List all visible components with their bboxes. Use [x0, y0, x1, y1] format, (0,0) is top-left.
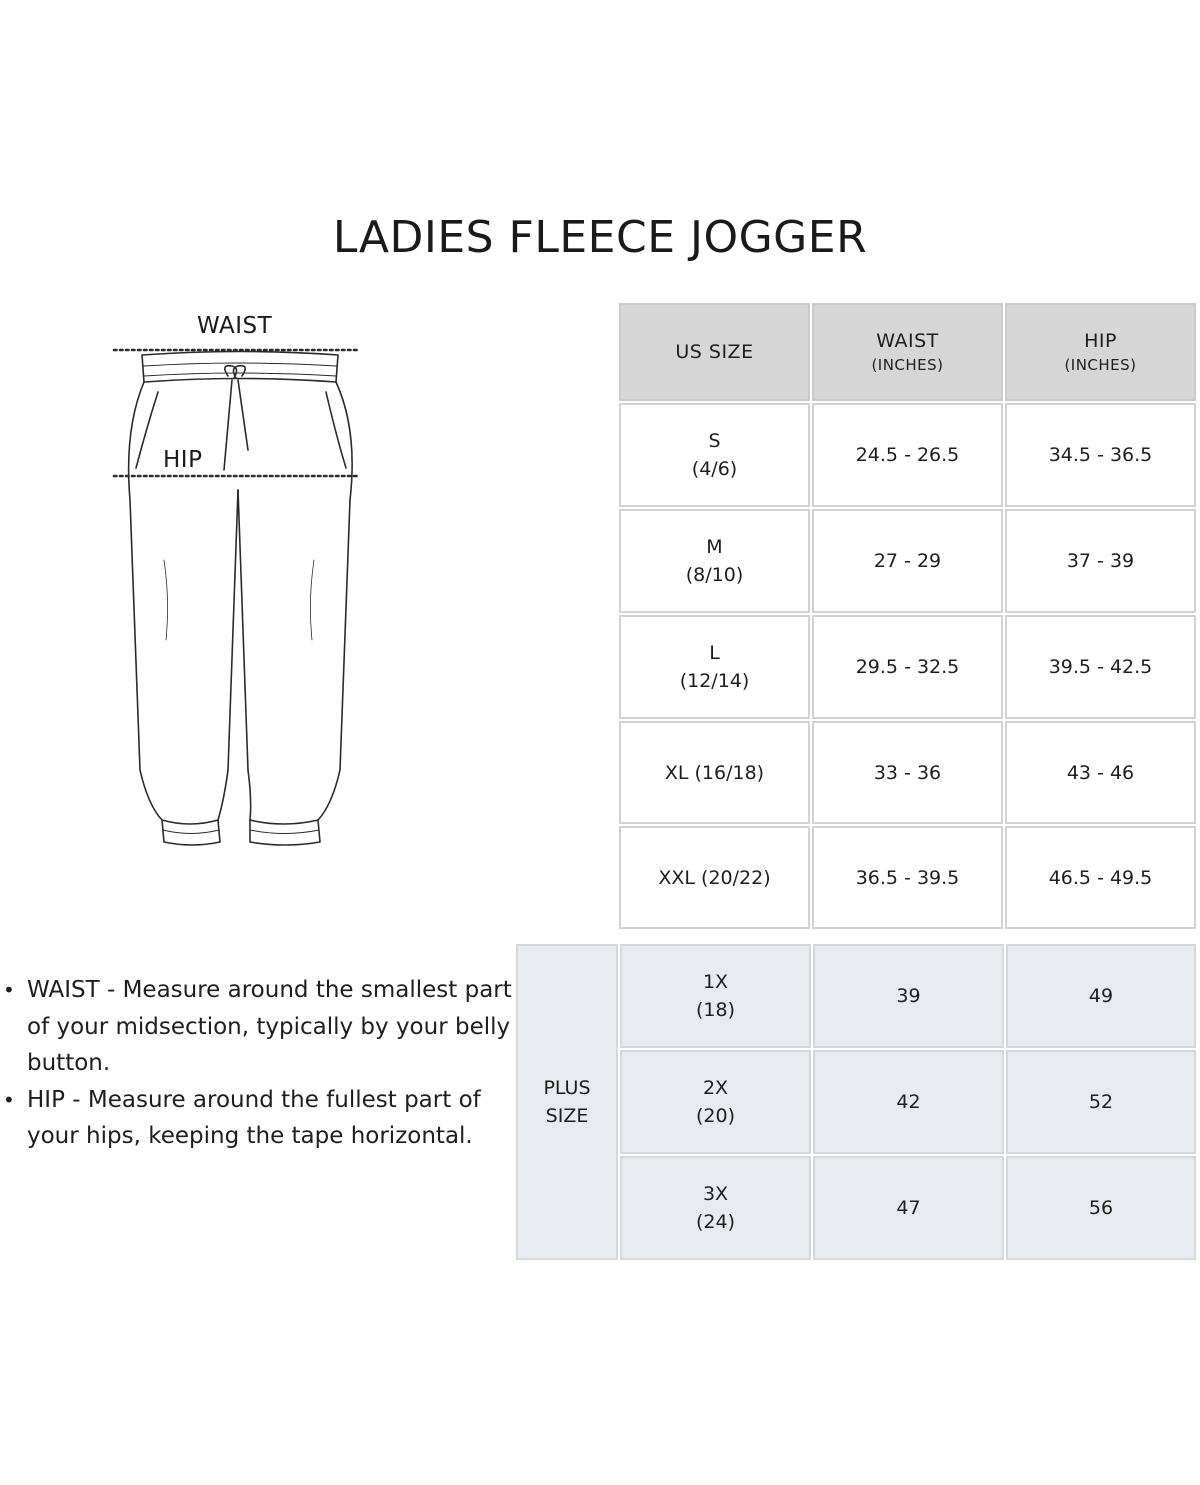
cell-waist: 29.5 - 32.5: [812, 615, 1003, 719]
plus-size-label: PLUS SIZE: [516, 944, 618, 1260]
cell-size: 3X (24): [620, 1156, 811, 1260]
hip-label: HIP: [163, 447, 203, 473]
cell-waist: 33 - 36: [812, 721, 1003, 824]
cell-size: M (8/10): [619, 509, 810, 613]
cell-hip: 37 - 39: [1005, 509, 1196, 613]
cell-hip: 39.5 - 42.5: [1005, 615, 1196, 719]
cell-waist: 24.5 - 26.5: [812, 403, 1003, 507]
jogger-illustration: [100, 300, 380, 930]
header-hip: HIP (INCHES): [1005, 303, 1196, 401]
cell-waist: 36.5 - 39.5: [812, 826, 1003, 929]
cell-waist: 27 - 29: [812, 509, 1003, 613]
header-us-size: US SIZE: [619, 303, 810, 401]
cell-hip: 49: [1006, 944, 1196, 1048]
cell-waist: 42: [813, 1050, 1004, 1154]
cell-waist: 39: [813, 944, 1004, 1048]
cell-size: 2X (20): [620, 1050, 811, 1154]
cell-size: S (4/6): [619, 403, 810, 507]
bullet-icon: •: [3, 978, 15, 1002]
instruction-waist: • WAIST - Measure around the smallest part of your midsection, typically by your belly button.: [0, 972, 515, 1082]
cell-hip: 46.5 - 49.5: [1005, 826, 1196, 929]
cell-hip: 34.5 - 36.5: [1005, 403, 1196, 507]
header-waist: WAIST (INCHES): [812, 303, 1003, 401]
cell-waist: 47: [813, 1156, 1004, 1260]
page-title: LADIES FLEECE JOGGER: [332, 212, 868, 263]
measuring-instructions: [0, 972, 515, 1155]
cell-size: XXL (20/22): [619, 826, 810, 929]
cell-hip: 56: [1006, 1156, 1196, 1260]
cell-hip: 43 - 46: [1005, 721, 1196, 824]
cell-size: L (12/14): [619, 615, 810, 719]
waist-label: WAIST: [197, 313, 273, 339]
bullet-icon: •: [3, 1087, 15, 1112]
cell-hip: 52: [1006, 1050, 1196, 1154]
cell-size: XL (16/18): [619, 721, 810, 824]
jogger-diagram: [100, 300, 380, 930]
cell-size: 1X (18): [620, 944, 811, 1048]
instruction-hip: • HIP - Measure around the fullest part of your hips, keeping the tape horizontal.: [0, 1082, 515, 1155]
